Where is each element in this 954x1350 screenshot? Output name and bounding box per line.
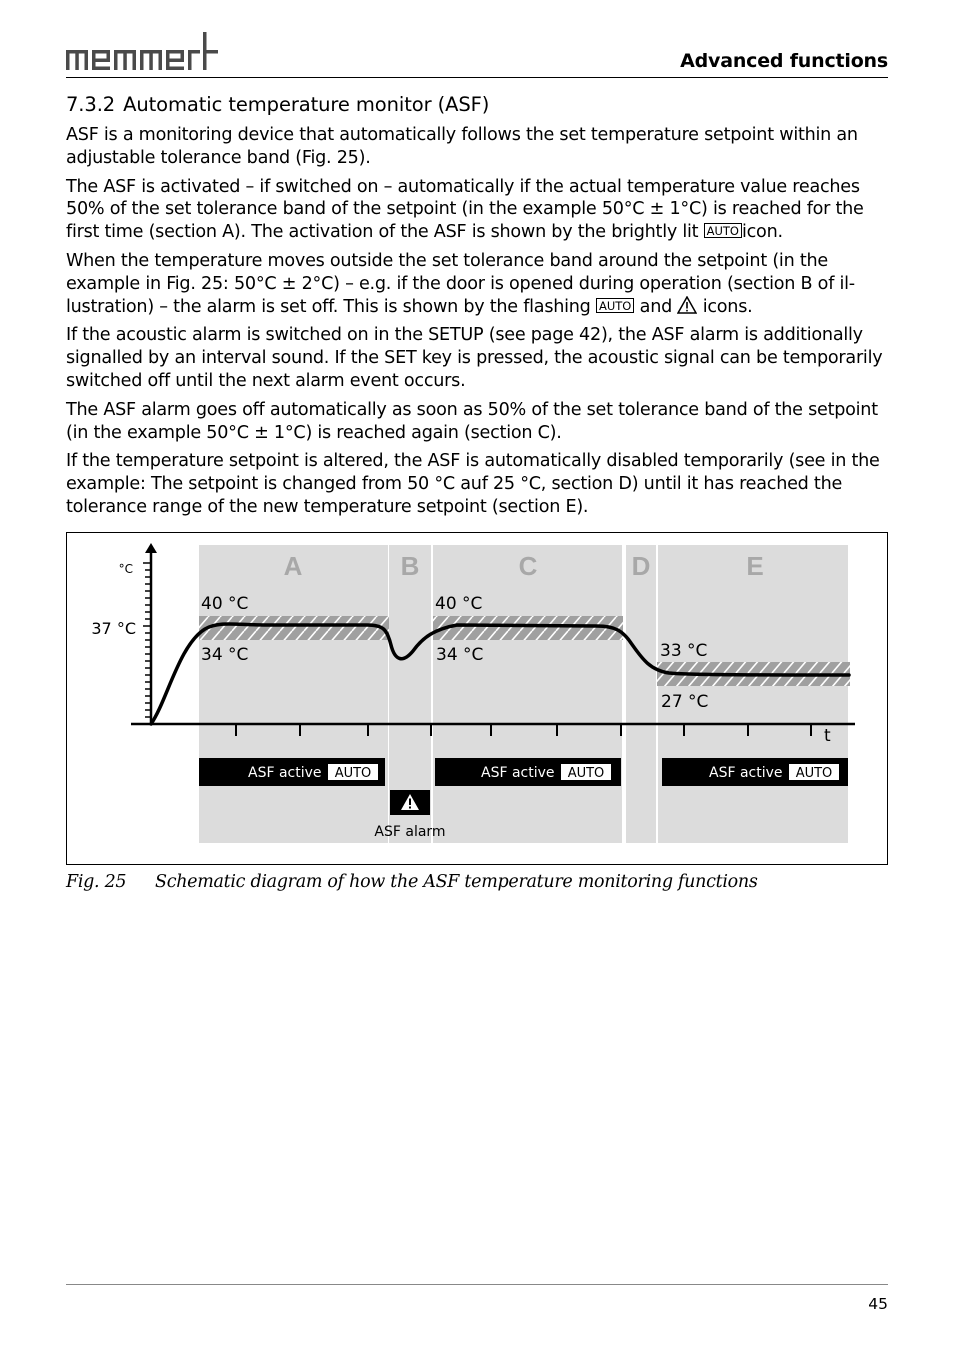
section-title: Automatic temperature monitor (ASF) — [123, 93, 490, 116]
asf-alarm-label: ASF alarm — [374, 824, 446, 840]
paragraph-5: The ASF alarm goes off automatically as soon as 50% of the set tolerance band of the setpoint (in the example 50°C ± 1°C) is reached again (section C). — [66, 399, 878, 443]
paragraph-4: If the acoustic alarm is switched on in the SETUP (see page 42), the ASF alarm is additionally signalled by an interval sound. If the SET key is pressed, the acoustic signal can be temporarily switched off until the next alarm event occurs. — [66, 325, 883, 391]
body-text — [66, 124, 890, 525]
band-a-lower-label: 34 °C — [201, 645, 249, 665]
section-a-area — [199, 545, 388, 843]
paragraph-6: If the temperature setpoint is altered, the ASF is automatically disabled temporarily (see in the example: The setpoint is changed from 50 °C auf 25 °C, section D) until it has reached the tolerance range of the new temperature setpoint (section E). — [66, 451, 880, 517]
warning-triangle-icon — [677, 296, 697, 314]
memmert-logo — [66, 30, 218, 72]
auto-badge-text-a: AUTO — [334, 766, 372, 781]
header-section-title: Advanced functions — [680, 50, 888, 72]
section-heading — [66, 93, 489, 116]
band-e-lower-label: 27 °C — [661, 692, 709, 712]
asf-active-text-c: ASF active — [481, 765, 555, 781]
section-d-area — [626, 545, 656, 843]
section-label-b: B — [400, 551, 420, 581]
figure-caption-text: Schematic diagram of how the ASF temperature monitoring functions — [155, 872, 758, 892]
asf-diagram — [67, 533, 889, 866]
band-c-upper-label: 40 °C — [435, 594, 483, 614]
paragraph-3: When the temperature moves outside the set tolerance band around the setpoint (in the example in Fig. 25: 50°C ± 2°C) – e.g. if the door is opened during operation (section B of il-lustration) – the alarm is set off. This is shown by the flashing AUTO and icons. — [66, 250, 855, 317]
page-number: 45 — [868, 1295, 888, 1313]
band-e-upper-label: 33 °C — [660, 641, 708, 661]
auto-badge-text-e: AUTO — [795, 766, 833, 781]
band-c-lower-label: 34 °C — [436, 645, 484, 665]
asf-active-text-e: ASF active — [709, 765, 783, 781]
section-number: 7.3.2 — [66, 93, 116, 116]
section-label-e: E — [746, 551, 764, 581]
auto-badge-text-c: AUTO — [567, 766, 605, 781]
section-label-c: C — [518, 551, 538, 581]
tolerance-band-c — [433, 616, 623, 640]
band-a-upper-label: 40 °C — [201, 594, 249, 614]
figure-label: Fig. 25 — [66, 872, 127, 892]
asf-active-text-a: ASF active — [248, 765, 322, 781]
y-axis-mark-label: 37 °C — [91, 619, 136, 638]
auto-icon: AUTO — [704, 223, 742, 238]
section-label-d: D — [631, 551, 651, 581]
x-axis-label: t — [824, 726, 831, 746]
figure-frame — [66, 532, 888, 865]
y-axis-arrow — [145, 543, 157, 553]
y-axis-unit: °C — [118, 562, 133, 576]
figure-caption — [66, 872, 758, 892]
header-divider — [66, 77, 888, 78]
section-c-area — [433, 545, 622, 843]
auto-icon: AUTO — [596, 298, 634, 313]
paragraph-1: ASF is a monitoring device that automatically follows the set temperature setpoint within an adjustable tolerance band (Fig. 25). — [66, 125, 858, 168]
footer-divider — [66, 1284, 888, 1285]
section-label-a: A — [283, 551, 303, 581]
tolerance-band-a — [199, 616, 389, 640]
paragraph-2: The ASF is activated – if switched on – automatically if the actual temperature value reaches 50% of the set tolerance band of the setpoint (in the example 50°C ± 1°C) is reached for the first time (section A). The activation of the ASF is shown by the brightly lit AUTO icon. — [66, 176, 864, 243]
